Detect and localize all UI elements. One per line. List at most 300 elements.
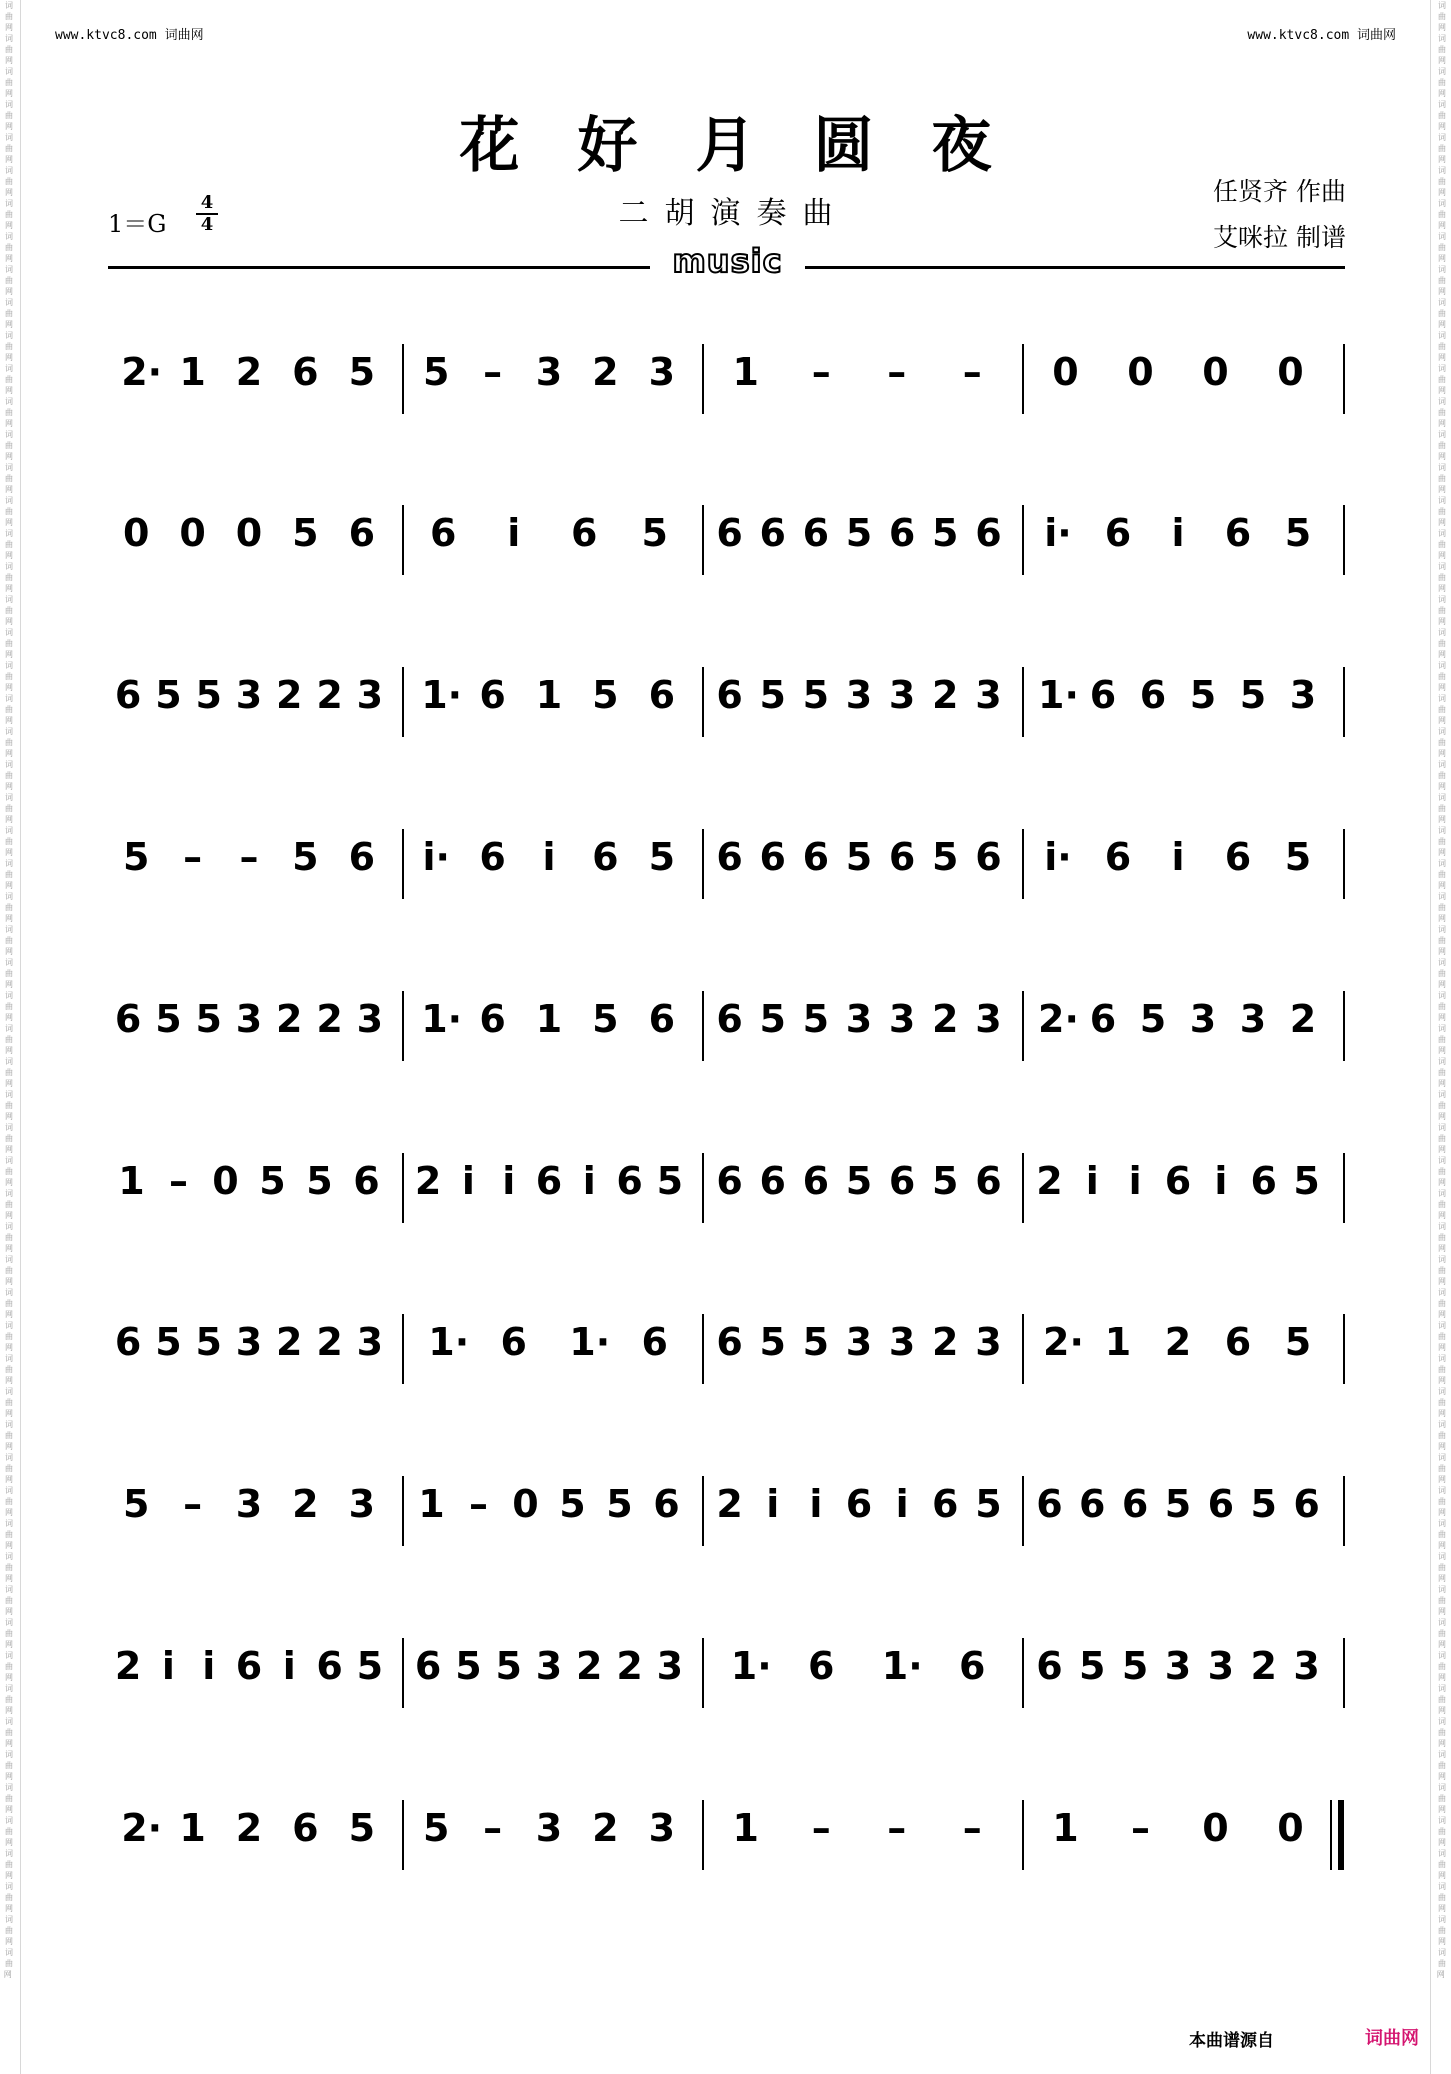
note: 2 xyxy=(616,1644,643,1688)
note: 2 xyxy=(414,1159,442,1203)
note: 2 xyxy=(592,1806,619,1850)
measure xyxy=(108,1626,400,1726)
measure xyxy=(708,1302,1020,1402)
note: 5 xyxy=(292,835,319,879)
measure xyxy=(708,1464,1020,1564)
barline xyxy=(1343,667,1345,737)
note: 6 xyxy=(959,1644,986,1688)
note: 6 xyxy=(1224,1320,1252,1364)
note: 0 xyxy=(122,511,150,555)
score-row xyxy=(108,1464,1345,1564)
note: 5 xyxy=(1079,1644,1106,1688)
barline xyxy=(702,1638,704,1708)
note: 5 xyxy=(122,835,150,879)
note: 5 xyxy=(932,835,959,879)
measure xyxy=(408,817,700,917)
note: 5 xyxy=(656,1159,684,1203)
note: 6 xyxy=(235,1644,263,1688)
note: 2 xyxy=(592,350,619,394)
header-rule-left xyxy=(108,266,650,269)
score-row xyxy=(108,493,1345,593)
measure xyxy=(108,817,400,917)
note: 3 xyxy=(1189,997,1217,1041)
score-subtitle: 二胡演奏曲 xyxy=(618,196,849,231)
note: 2 xyxy=(932,673,959,717)
note: – xyxy=(811,1806,831,1850)
note: 2· xyxy=(1043,1320,1084,1364)
barline xyxy=(1343,344,1345,414)
measure xyxy=(1028,655,1338,755)
note: 5 xyxy=(759,1320,786,1364)
note: 5 xyxy=(1121,1644,1149,1688)
note: 5 xyxy=(495,1644,522,1688)
note: 3 xyxy=(1239,997,1267,1041)
right-border-line xyxy=(1430,0,1431,2074)
note: 5 xyxy=(975,1482,1002,1526)
footer-source: 本曲谱源自 xyxy=(1189,2031,1274,2051)
barline xyxy=(402,505,404,575)
note: 2 xyxy=(276,1320,303,1364)
note: 0 xyxy=(1277,350,1304,394)
note: 5 xyxy=(759,673,786,717)
note: 5 xyxy=(1284,511,1312,555)
note: 6 xyxy=(759,835,786,879)
note: 6 xyxy=(114,997,142,1041)
note: 6 xyxy=(648,997,676,1041)
note: 6 xyxy=(592,835,619,879)
measure xyxy=(1028,817,1338,917)
note: 3 xyxy=(845,997,873,1041)
note: 3 xyxy=(975,997,1002,1041)
note: 3 xyxy=(1207,1644,1235,1688)
note: 3 xyxy=(888,1320,916,1364)
note: i· xyxy=(1044,511,1072,555)
barline xyxy=(1343,505,1345,575)
note: 0 xyxy=(1202,350,1229,394)
note: 5 xyxy=(292,511,319,555)
note: 6 xyxy=(648,673,676,717)
note: 1· xyxy=(881,1644,923,1688)
note: 3 xyxy=(888,997,916,1041)
note: 5 xyxy=(348,1806,376,1850)
measure xyxy=(1028,1788,1338,1888)
note: 1 xyxy=(732,350,759,394)
note: 6 xyxy=(1079,1482,1106,1526)
note: 6 xyxy=(479,997,506,1041)
note: – xyxy=(887,1806,907,1850)
note: – xyxy=(962,1806,982,1850)
barline xyxy=(402,1314,404,1384)
note: 5 xyxy=(1284,835,1312,879)
note: 2 xyxy=(316,673,343,717)
time-signature xyxy=(196,193,218,235)
note: 5 xyxy=(592,673,619,717)
note: 6 xyxy=(716,1159,743,1203)
note: 5 xyxy=(1250,1482,1277,1526)
note: 3 xyxy=(356,673,384,717)
score-title: 花好月圆夜 xyxy=(459,111,1050,181)
note: 3 xyxy=(656,1644,684,1688)
note: 5 xyxy=(845,511,873,555)
note: 6 xyxy=(353,1159,380,1203)
note: – xyxy=(887,350,907,394)
measure xyxy=(108,1788,400,1888)
note: 6 xyxy=(414,1644,442,1688)
note: 6 xyxy=(888,835,916,879)
note: i xyxy=(1214,1159,1228,1203)
barline xyxy=(1343,829,1345,899)
note: 5 xyxy=(802,997,830,1041)
note: i xyxy=(1171,511,1185,555)
measure xyxy=(108,1302,400,1402)
measure xyxy=(1028,979,1338,1079)
note: 6 xyxy=(348,835,376,879)
final-barline-thick xyxy=(1338,1800,1344,1870)
barline xyxy=(702,505,704,575)
note: 6 xyxy=(535,1159,563,1203)
note: 2 xyxy=(932,1320,959,1364)
barline xyxy=(402,1153,404,1223)
score-row xyxy=(108,1788,1345,1888)
note: 2· xyxy=(121,1806,163,1850)
final-barline-thin xyxy=(1330,1800,1332,1870)
note: 2 xyxy=(292,1482,319,1526)
note: 2 xyxy=(235,350,263,394)
note: 5 xyxy=(592,997,619,1041)
note: 5 xyxy=(155,1320,182,1364)
composer-credit: 任贤齐 作曲 xyxy=(1213,177,1346,206)
note: 2· xyxy=(1038,997,1079,1041)
note: i xyxy=(542,835,556,879)
note: 5 xyxy=(259,1159,286,1203)
note: 5 xyxy=(759,997,786,1041)
score-row xyxy=(108,1302,1345,1402)
note: 6 xyxy=(975,835,1002,879)
note: 2 xyxy=(235,1806,263,1850)
note: 6 xyxy=(802,511,830,555)
note: 3 xyxy=(648,350,676,394)
measure xyxy=(408,655,700,755)
barline xyxy=(702,991,704,1061)
note: 5 xyxy=(356,1644,384,1688)
note: 3 xyxy=(975,1320,1002,1364)
measure xyxy=(1028,493,1338,593)
note: 1· xyxy=(1038,673,1079,717)
note: 3 xyxy=(235,673,263,717)
note: 5 xyxy=(1239,673,1267,717)
barline xyxy=(402,344,404,414)
measure xyxy=(108,655,400,755)
note: 0 xyxy=(212,1159,239,1203)
note: 6 xyxy=(653,1482,680,1526)
note: 6 xyxy=(1139,673,1167,717)
measure xyxy=(708,493,1020,593)
note: 5 xyxy=(641,511,668,555)
note: i xyxy=(161,1644,175,1688)
note: 3 xyxy=(235,1320,263,1364)
note: 3 xyxy=(845,1320,873,1364)
note: 5 xyxy=(155,673,182,717)
note: i xyxy=(507,511,521,555)
barline xyxy=(1022,1638,1024,1708)
note: 3 xyxy=(235,997,263,1041)
note: 2 xyxy=(1164,1320,1192,1364)
measure xyxy=(708,1788,1020,1888)
barline xyxy=(1343,1638,1345,1708)
note: 1· xyxy=(421,997,463,1041)
time-numerator: 4 xyxy=(196,193,218,215)
note: 6 xyxy=(1224,511,1252,555)
note: 2 xyxy=(1289,997,1317,1041)
note: 1 xyxy=(118,1159,145,1203)
watermark-link-left[interactable]: www.ktvc8.com 词曲网 xyxy=(55,28,204,43)
note: i xyxy=(582,1159,596,1203)
score-row xyxy=(108,1141,1345,1241)
note: 3 xyxy=(535,1644,563,1688)
measure xyxy=(708,332,1020,432)
note: 6 xyxy=(641,1320,668,1364)
note: 5 xyxy=(422,1806,450,1850)
measure xyxy=(1028,1464,1338,1564)
note: 2 xyxy=(576,1644,603,1688)
note: 5 xyxy=(306,1159,333,1203)
note: 3 xyxy=(356,997,384,1041)
note: 5 xyxy=(1139,997,1167,1041)
note: 6 xyxy=(616,1159,643,1203)
measure xyxy=(708,817,1020,917)
note: 3 xyxy=(1293,1644,1320,1688)
measure xyxy=(1028,332,1338,432)
note: 5 xyxy=(932,1159,959,1203)
note: 6 xyxy=(1250,1159,1277,1203)
note: i xyxy=(1085,1159,1099,1203)
note: 6 xyxy=(802,835,830,879)
note: i xyxy=(282,1644,296,1688)
note: 0 xyxy=(1202,1806,1229,1850)
note: 1 xyxy=(535,997,563,1041)
note: 3 xyxy=(535,1806,563,1850)
note: 5 xyxy=(1293,1159,1320,1203)
note: 1 xyxy=(179,1806,206,1850)
note: 6 xyxy=(292,350,319,394)
note: 6 xyxy=(808,1644,835,1688)
note: i xyxy=(809,1482,823,1526)
measure xyxy=(408,493,700,593)
note: 2 xyxy=(276,673,303,717)
measure xyxy=(408,979,700,1079)
note: – xyxy=(469,1482,488,1526)
note: 6 xyxy=(1121,1482,1149,1526)
note: 5 xyxy=(155,997,182,1041)
note: 6 xyxy=(716,1320,743,1364)
note: 1 xyxy=(1104,1320,1132,1364)
note: 1 xyxy=(179,350,206,394)
note: 1· xyxy=(428,1320,470,1364)
barline xyxy=(702,667,704,737)
note: 2 xyxy=(1250,1644,1277,1688)
note: 6 xyxy=(759,511,786,555)
note: 6 xyxy=(316,1644,343,1688)
note: 5 xyxy=(845,835,873,879)
note: 6 xyxy=(932,1482,959,1526)
barline xyxy=(702,1800,704,1870)
barline xyxy=(702,344,704,414)
note: 6 xyxy=(759,1159,786,1203)
measure xyxy=(408,1302,700,1402)
barline xyxy=(702,1476,704,1546)
note: 2 xyxy=(114,1644,142,1688)
note: 6 xyxy=(716,673,743,717)
measure xyxy=(408,1464,700,1564)
barline xyxy=(402,1638,404,1708)
note: 3 xyxy=(648,1806,676,1850)
measure xyxy=(108,332,400,432)
note: 0 xyxy=(1127,350,1154,394)
note: 3 xyxy=(348,1482,376,1526)
left-border-line xyxy=(20,0,21,2074)
note: 6 xyxy=(1089,673,1117,717)
measure xyxy=(108,1141,400,1241)
barline xyxy=(1022,344,1024,414)
note: 6 xyxy=(114,1320,142,1364)
note: 6 xyxy=(716,997,743,1041)
measure xyxy=(708,979,1020,1079)
note: 3 xyxy=(235,1482,263,1526)
note: 6 xyxy=(716,511,743,555)
note: 3 xyxy=(975,673,1002,717)
note: i xyxy=(766,1482,780,1526)
barline xyxy=(1343,991,1345,1061)
note: 5 xyxy=(802,673,830,717)
note: 6 xyxy=(1089,997,1117,1041)
footer-brand-link[interactable]: 词曲网 xyxy=(1365,2028,1419,2049)
note: 6 xyxy=(114,673,142,717)
note: 6 xyxy=(571,511,598,555)
note: i xyxy=(895,1482,909,1526)
measure xyxy=(408,1626,700,1726)
note: 1 xyxy=(732,1806,759,1850)
note: 6 xyxy=(500,1320,527,1364)
note: i xyxy=(502,1159,516,1203)
note: 3 xyxy=(845,673,873,717)
score-row xyxy=(108,1626,1345,1726)
barline xyxy=(402,1476,404,1546)
measure xyxy=(408,332,700,432)
note: 5 xyxy=(195,673,222,717)
note: 3 xyxy=(888,673,916,717)
time-denominator: 4 xyxy=(200,214,214,235)
note: 0 xyxy=(1052,350,1079,394)
measure xyxy=(108,493,400,593)
note: 5 xyxy=(195,997,222,1041)
note: 1 xyxy=(1052,1806,1079,1850)
measure xyxy=(708,655,1020,755)
note: 6 xyxy=(1036,1482,1063,1526)
note: 1 xyxy=(535,673,563,717)
note: 6 xyxy=(975,1159,1002,1203)
barline xyxy=(402,667,404,737)
measure xyxy=(1028,1141,1338,1241)
note: – xyxy=(962,350,982,394)
measure xyxy=(1028,1302,1338,1402)
header-rule-right xyxy=(805,266,1345,269)
note: 5 xyxy=(1284,1320,1312,1364)
note: 6 xyxy=(1036,1644,1063,1688)
arranger-credit: 艾咪拉 制谱 xyxy=(1213,223,1346,252)
note: 6 xyxy=(888,1159,916,1203)
left-watermark-strip: 词曲网 词曲网 词曲网 词曲网 词曲网 词曲网 词曲网 词曲网 词曲网 词曲网 词曲网 词曲网 词曲网 词曲网 词曲网 词曲网 词曲网 词曲网 词曲网 词曲网 词曲网 词曲网 词曲网 词曲网 词曲网 词曲网 词曲网 词曲网 词曲网 词曲网 词曲网 词曲网 词曲网 词曲网 词曲网 词曲网 词曲网 词曲网 词曲网 词曲网 词曲网 词曲网 词曲网 词曲网 词曲网 词曲网 词曲网 词曲网 词曲网 词曲网 词曲网 词曲网 词曲网 词曲网 词曲网 词曲网 词曲网 词曲网 词曲网 词曲网 xyxy=(3,1,16,1979)
barline xyxy=(1022,505,1024,575)
note: – xyxy=(483,350,503,394)
measure xyxy=(408,1141,700,1241)
note: 3 xyxy=(1289,673,1317,717)
note: 6 xyxy=(888,511,916,555)
watermark-link-right[interactable]: www.ktvc8.com 词曲网 xyxy=(1247,28,1396,43)
score-row xyxy=(108,332,1345,432)
note: 6 xyxy=(292,1806,319,1850)
note: i· xyxy=(1044,835,1072,879)
note: 2 xyxy=(316,997,343,1041)
barline xyxy=(1022,1800,1024,1870)
note: 6 xyxy=(1224,835,1252,879)
note: 6 xyxy=(975,511,1002,555)
note: – xyxy=(169,1159,188,1203)
note: – xyxy=(811,350,831,394)
note: 5 xyxy=(348,350,376,394)
score-row xyxy=(108,979,1345,1079)
note: 6 xyxy=(1104,511,1132,555)
barline xyxy=(1343,1476,1345,1546)
note: 5 xyxy=(648,835,676,879)
note: 3 xyxy=(356,1320,384,1364)
note: 5 xyxy=(845,1159,873,1203)
note: 5 xyxy=(422,350,450,394)
note: 5 xyxy=(122,1482,150,1526)
note: 5 xyxy=(455,1644,482,1688)
note: 0 xyxy=(235,511,263,555)
note: 6 xyxy=(1164,1159,1192,1203)
note: 6 xyxy=(430,511,457,555)
barline xyxy=(1022,829,1024,899)
note: 2 xyxy=(316,1320,343,1364)
barline xyxy=(702,1153,704,1223)
note: 6 xyxy=(479,673,506,717)
note: 6 xyxy=(845,1482,873,1526)
measure xyxy=(708,1141,1020,1241)
note: 5 xyxy=(559,1482,586,1526)
note: 5 xyxy=(1164,1482,1192,1526)
note: 2 xyxy=(716,1482,743,1526)
music-banner: music xyxy=(672,242,783,280)
barline xyxy=(1022,1476,1024,1546)
note: – xyxy=(239,835,259,879)
note: 1· xyxy=(569,1320,611,1364)
score-row xyxy=(108,655,1345,755)
barline xyxy=(402,1800,404,1870)
note: i xyxy=(1128,1159,1142,1203)
note: – xyxy=(183,1482,203,1526)
measure xyxy=(408,1788,700,1888)
barline xyxy=(702,1314,704,1384)
measure xyxy=(1028,1626,1338,1726)
measure xyxy=(108,1464,400,1564)
note: 6 xyxy=(479,835,506,879)
note: 6 xyxy=(802,1159,830,1203)
barline xyxy=(1022,991,1024,1061)
note: 0 xyxy=(179,511,206,555)
note: 2· xyxy=(121,350,163,394)
note: 3 xyxy=(1164,1644,1192,1688)
